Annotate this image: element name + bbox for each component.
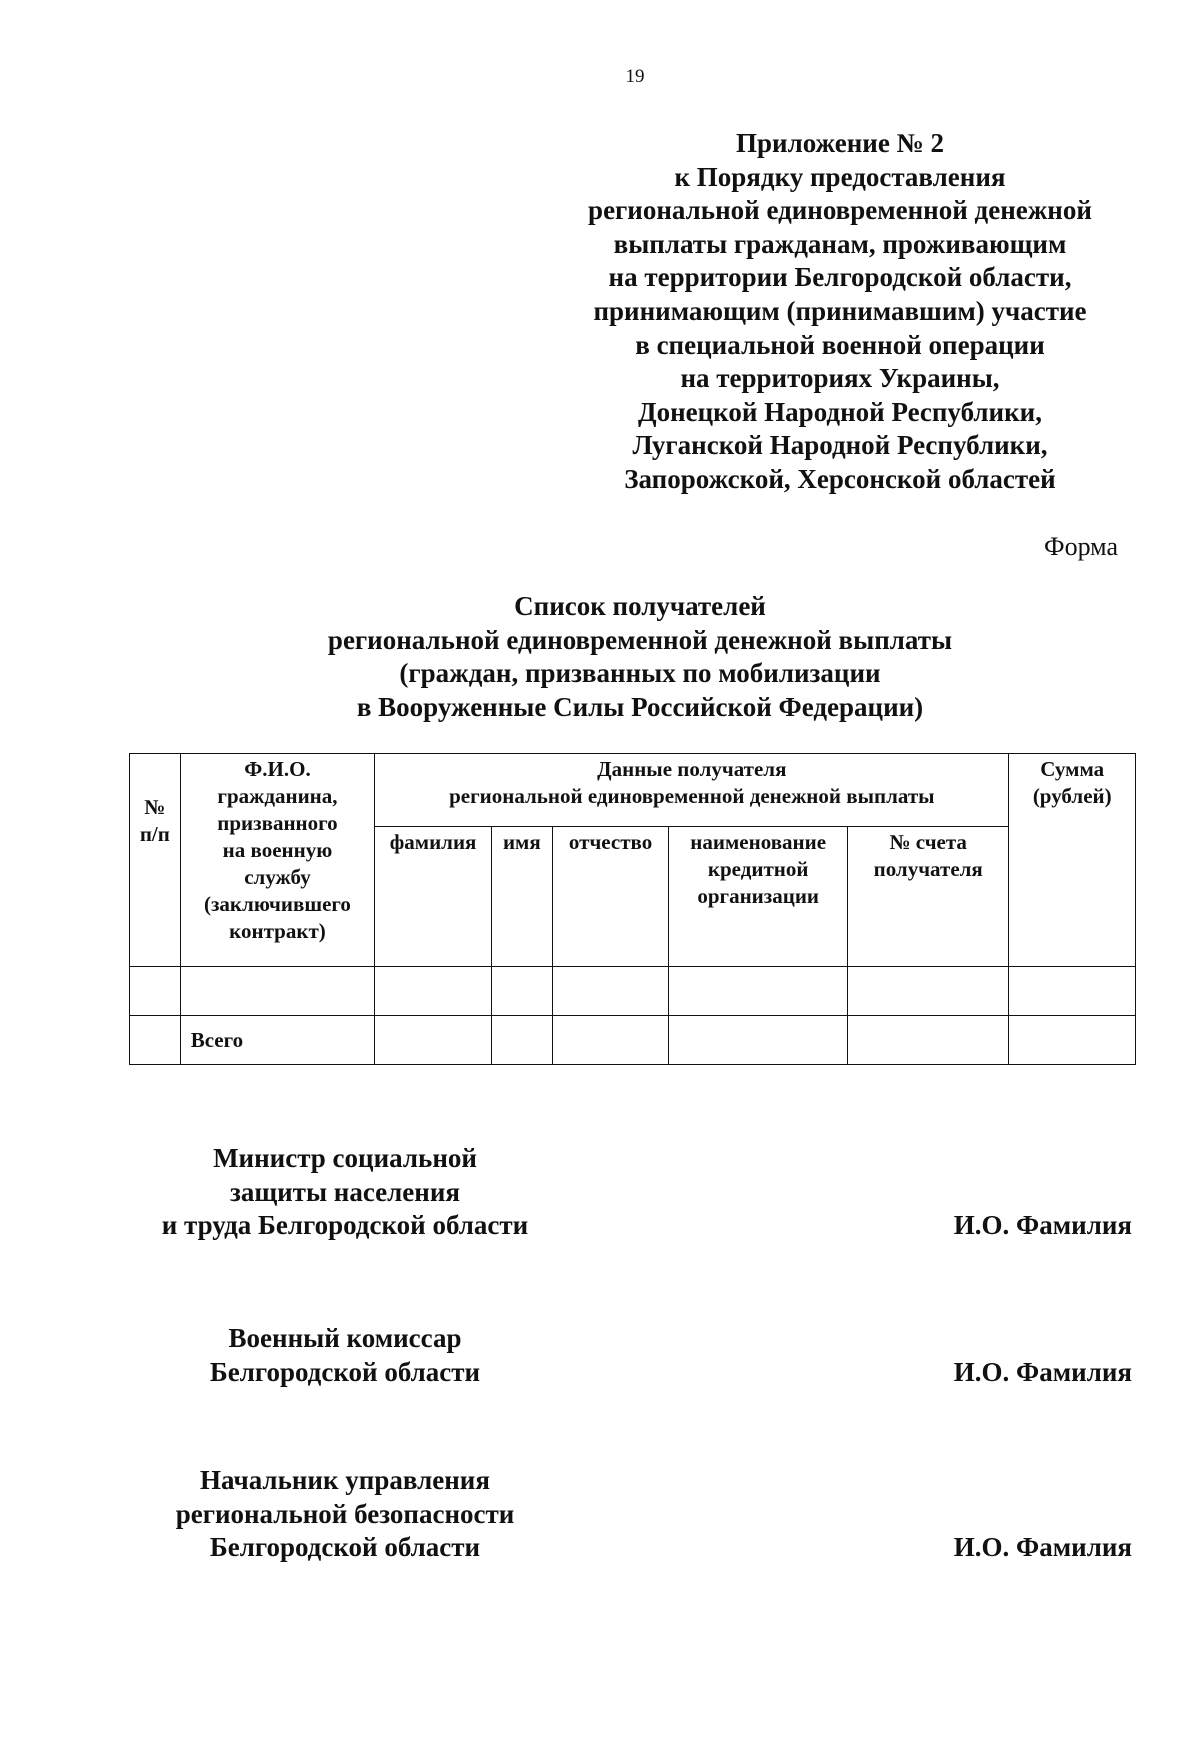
appendix-line: к Порядку предоставления: [674, 161, 1006, 192]
signature-title: [120, 1464, 570, 1565]
header-text: №: [144, 795, 166, 819]
table-cell: [552, 967, 669, 1016]
header-patronymic: отчество: [552, 827, 669, 967]
header-text: (рублей): [1032, 784, 1112, 808]
page-number: 19: [625, 66, 645, 87]
list-title-line: Список получателей: [514, 591, 766, 621]
signature-title-line: защиты населения: [229, 1176, 460, 1207]
appendix-line: региональной единовременной денежной: [588, 195, 1092, 226]
signature-title-line: Начальник управления: [200, 1465, 490, 1495]
header-text: контракт): [229, 919, 326, 943]
header-text: призванного: [217, 811, 338, 835]
header-text: гражданина,: [217, 784, 338, 808]
appendix-line: Луганской Народной Республики,: [632, 430, 1048, 461]
header-text: службу: [244, 865, 311, 889]
list-title-line: (граждан, призванных по мобилизации: [399, 658, 881, 688]
signature-title-line: Министр социальной: [213, 1143, 477, 1173]
header-text: Данные получателя: [597, 757, 787, 781]
table-cell: [847, 1016, 1008, 1065]
list-title-line: в Вооруженные Силы Российской Федерации): [356, 691, 924, 722]
signature-name: И.О. Фамилия: [953, 1357, 1132, 1387]
header-num: [130, 754, 181, 967]
header-name: имя: [491, 827, 552, 967]
table-cell: [669, 967, 848, 1016]
appendix-line: принимающим (принимавшим) участие: [593, 295, 1087, 326]
signature-title-line: региональной безопасности: [175, 1498, 515, 1529]
header-surname: фамилия: [375, 827, 492, 967]
signature-name: И.О. Фамилия: [953, 1532, 1132, 1562]
signature-block-commissar: [0, 1322, 1200, 1402]
signature-name: И.О. Фамилия: [953, 1210, 1132, 1240]
header-text: п/п: [139, 822, 170, 846]
signature-block-minister: [0, 1142, 1200, 1252]
form-label: Форма: [1044, 532, 1118, 561]
header-recipient-group: [375, 754, 1009, 827]
table-header-row: [130, 754, 1136, 827]
signature-title-line: и труда Белгородской области: [161, 1210, 529, 1240]
appendix-line: Приложение № 2: [736, 128, 944, 158]
table-cell: [669, 1016, 848, 1065]
header-bank: [669, 827, 848, 967]
signature-title-line: Военный комиссар: [228, 1323, 462, 1353]
signature-block-security: [0, 1464, 1200, 1574]
total-label: Всего: [180, 1016, 375, 1065]
header-text: (заключившего: [204, 892, 351, 916]
table-cell: [1009, 1016, 1136, 1065]
appendix-line: выплаты гражданам, проживающим: [613, 228, 1067, 259]
table-cell: [130, 967, 181, 1016]
table-cell: [375, 967, 492, 1016]
table-cell: [180, 967, 375, 1016]
appendix-line: Запорожской, Херсонской областей: [624, 463, 1056, 494]
header-sum: [1009, 754, 1136, 967]
table-cell: [130, 1016, 181, 1065]
table-cell: [491, 967, 552, 1016]
table-cell: [1009, 967, 1136, 1016]
signature-title-line: Белгородской области: [209, 1356, 481, 1387]
signature-title: [120, 1322, 570, 1389]
appendix-header: [540, 127, 1140, 497]
header-text: региональной единовременной денежной выплаты: [449, 784, 935, 808]
header-account: [847, 827, 1008, 967]
header-text: Сумма: [1040, 757, 1105, 781]
table-cell: [847, 967, 1008, 1016]
signature-title: [120, 1142, 570, 1243]
list-title-line: региональной единовременной денежной выплаты: [327, 624, 953, 655]
table-cell: [375, 1016, 492, 1065]
signature-title-line: Белгородской области: [209, 1532, 481, 1562]
table-row: [130, 967, 1136, 1016]
table-cell: [552, 1016, 669, 1065]
appendix-line: на территории Белгородской области,: [608, 262, 1072, 293]
header-text: наименование: [690, 830, 827, 854]
header-text: получателя: [873, 857, 983, 881]
header-fio: [180, 754, 375, 967]
table-total-row: [130, 1016, 1136, 1065]
header-text: кредитной: [707, 857, 809, 881]
recipients-table: [129, 753, 1136, 1065]
table-cell: [491, 1016, 552, 1065]
header-text: № счета: [889, 830, 967, 854]
appendix-line: Донецкой Народной Республики,: [638, 396, 1042, 427]
header-text: Ф.И.О.: [244, 757, 311, 781]
header-text: на военную: [222, 838, 333, 862]
appendix-line: на территориях Украины,: [680, 363, 1000, 394]
header-text: организации: [697, 884, 820, 908]
list-title: [250, 590, 1030, 724]
appendix-line: в специальной военной операции: [635, 329, 1045, 360]
